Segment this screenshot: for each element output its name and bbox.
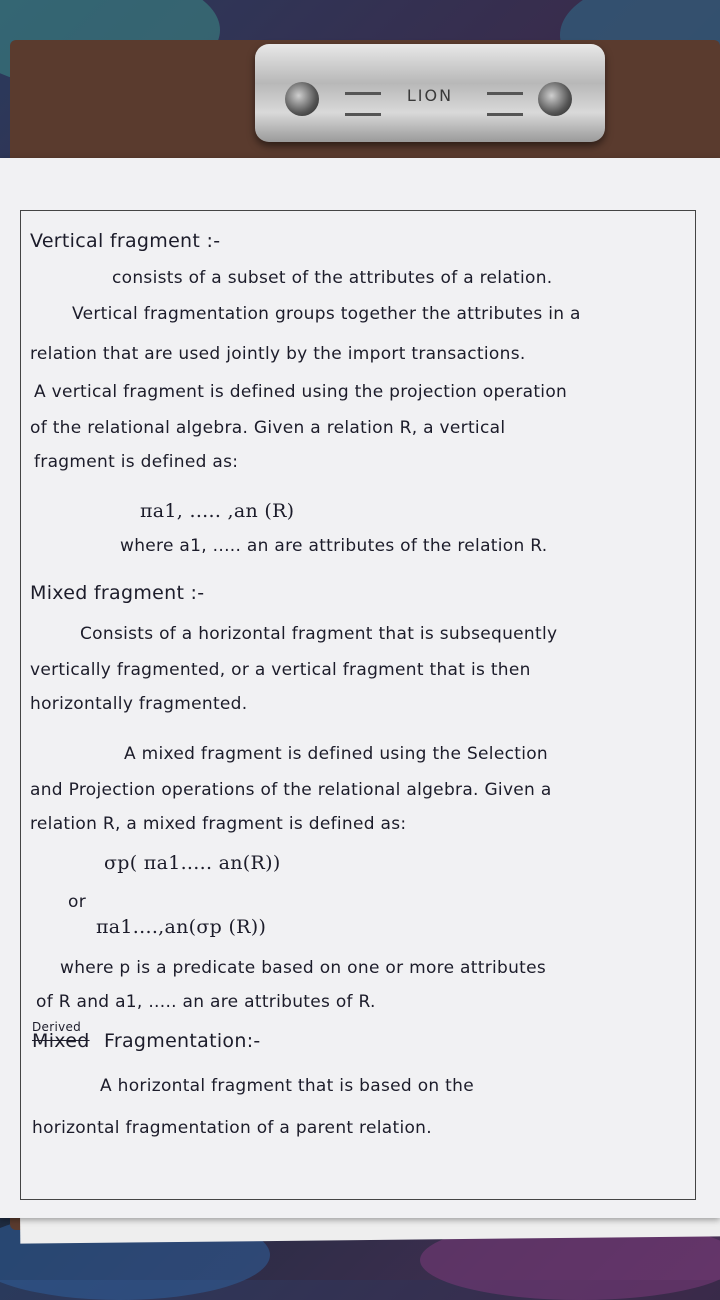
text-line: Consists of a horizontal fragment that is subsequently — [80, 624, 558, 644]
text-line: relation R, a mixed fragment is defined as: — [30, 814, 407, 834]
notes-page — [0, 158, 720, 1218]
clip-lines-icon — [345, 92, 381, 116]
text-line: horizontally fragmented. — [30, 694, 248, 714]
text-line: relation that are used jointly by the import transactions. — [30, 344, 526, 364]
text-line: where a1, ..... an are attributes of the relation R. — [120, 536, 548, 556]
text-line: of the relational algebra. Given a relation R, a vertical — [30, 418, 506, 438]
clip-lines-icon — [487, 92, 523, 116]
text-line: of R and a1, ..... an are attributes of R. — [36, 992, 376, 1012]
text-line: horizontal fragmentation of a parent relation. — [32, 1118, 432, 1138]
rivet-icon — [285, 82, 319, 116]
formula-projection-selection: πa1....,an(σp (R)) — [96, 916, 267, 938]
clipboard-clip — [255, 44, 605, 142]
heading-mixed-fragment: Mixed fragment :- — [30, 582, 205, 604]
text-line: A vertical fragment is defined using the projection operation — [34, 382, 568, 402]
text-line: A horizontal fragment that is based on the — [100, 1076, 474, 1096]
text-line: Vertical fragmentation groups together the attributes in a — [72, 304, 581, 324]
text-line: consists of a subset of the attributes of a relation. — [112, 268, 553, 288]
clip-brand: LION — [406, 86, 454, 105]
text-line-or: or — [68, 892, 86, 912]
correction-derived: Derived — [32, 1020, 82, 1034]
text-line: vertically fragmented, or a vertical fragment that is then — [30, 660, 531, 680]
formula-selection-projection: σp( πa1..... an(R)) — [104, 852, 281, 874]
rivet-icon — [538, 82, 572, 116]
heading-vertical-fragment: Vertical fragment :- — [30, 230, 221, 252]
formula-projection: πa1, ..... ,an (R) — [140, 500, 295, 522]
text-line: where p is a predicate based on one or more attributes — [60, 958, 547, 978]
text-line: and Projection operations of the relational algebra. Given a — [30, 780, 552, 800]
heading-fragmentation: Fragmentation:- — [104, 1030, 261, 1052]
text-line: A mixed fragment is defined using the Selection — [124, 744, 548, 764]
text-line: fragment is defined as: — [34, 452, 239, 472]
heading-struck-word: Mixed — [32, 1030, 90, 1052]
